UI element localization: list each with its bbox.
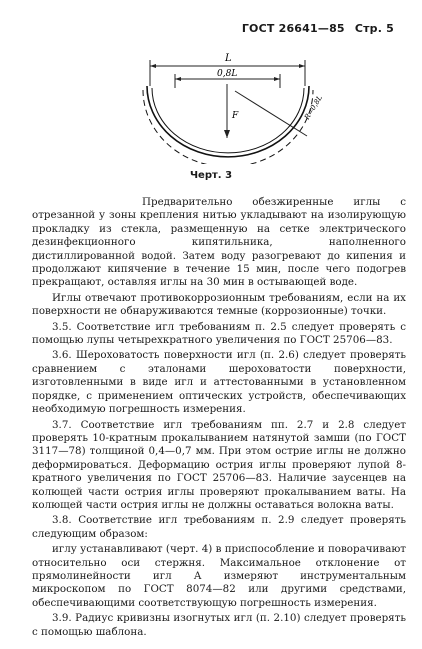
label-length: L — [225, 53, 232, 64]
paragraph: Иглы отвечают противокоррозионным требованиям, если на их поверхности не обнаруживаются темные (коррозионные) точки. — [32, 291, 406, 318]
label-force: F — [232, 111, 239, 121]
paragraph: 3.8. Соответствие игл требованиям п. 2.9 следует проверять следующим образом: — [32, 514, 406, 540]
needle-bend-diagram — [85, 46, 422, 164]
label-radius: R=0,8L — [303, 94, 325, 122]
paragraph: иглу устанавливают (черт. 4) в приспособление и поворачивают относительно оси стержня. Максимальное отклонение от прямолинейности игл А измеряют инструментальным микроскопом по ГОСТ 8074—82 или другими средствами, обеспечивающими соответствующую погрешность измерения. — [32, 543, 406, 609]
paragraph: 3.6. Шероховатость поверхности игл (п. 2.6) следует проверять сравнением с эталонами шероховатости поверхности, изготовленными в виде игл и аттестованными в установленном порядке, с применением оптических устройств, обеспечивающих необходимую погрешность измерения. — [32, 349, 406, 416]
figure-caption: Черт. 3 — [189, 170, 233, 181]
radius-line — [235, 91, 307, 136]
standard-number: ГОСТ 26641—85 — [241, 22, 345, 35]
paragraph: Предварительно обезжиренные иглы с отрезанной у зоны крепления нитью укладывают на изолирующую прокладку из стекла, размещенную на сетке электрического дезинфекционного кипятильника, наполненного дистиллированной водой. Затем воду разогревают до кипения и продолжают кипячение в течение 15 мин, после чего подогрев прекращают, оставляя иглы на 30 мин в остывающей воде. — [32, 196, 406, 289]
paragraph: 3.9. Радиус кривизны изогнутых игл (п. 2.10) следует проверять с помощью шаблона. — [32, 612, 406, 638]
body-text — [32, 196, 406, 641]
paragraph: 3.5. Соответствие игл требованиям п. 2.5 следует проверять с помощью лупы четырехкратного увеличения по ГОСТ 25706—83. — [32, 320, 406, 347]
label-half-length: 0,8L — [217, 69, 238, 79]
page-number: Стр. 5 — [354, 22, 394, 35]
needle-arc-outer — [147, 86, 309, 157]
page-header — [236, 22, 394, 35]
paragraph: 3.7. Соответствие игл требованиям пп. 2.7 и 2.8 следует проверять 10-кратным прокалыванием натянутой замши (по ГОСТ 3117—78) толщиной 0,4—0,7 мм. При этом острие иглы не должно деформироваться. Деформацию острия иглы проверяют лупой 8-кратного увеличения по ГОСТ 25706—83. Наличие заусенцев на колющей части острия иглы проверяют прокалыванием ваты. На колющей части острия иглы не должны оставаться волокна ваты. — [32, 418, 406, 511]
